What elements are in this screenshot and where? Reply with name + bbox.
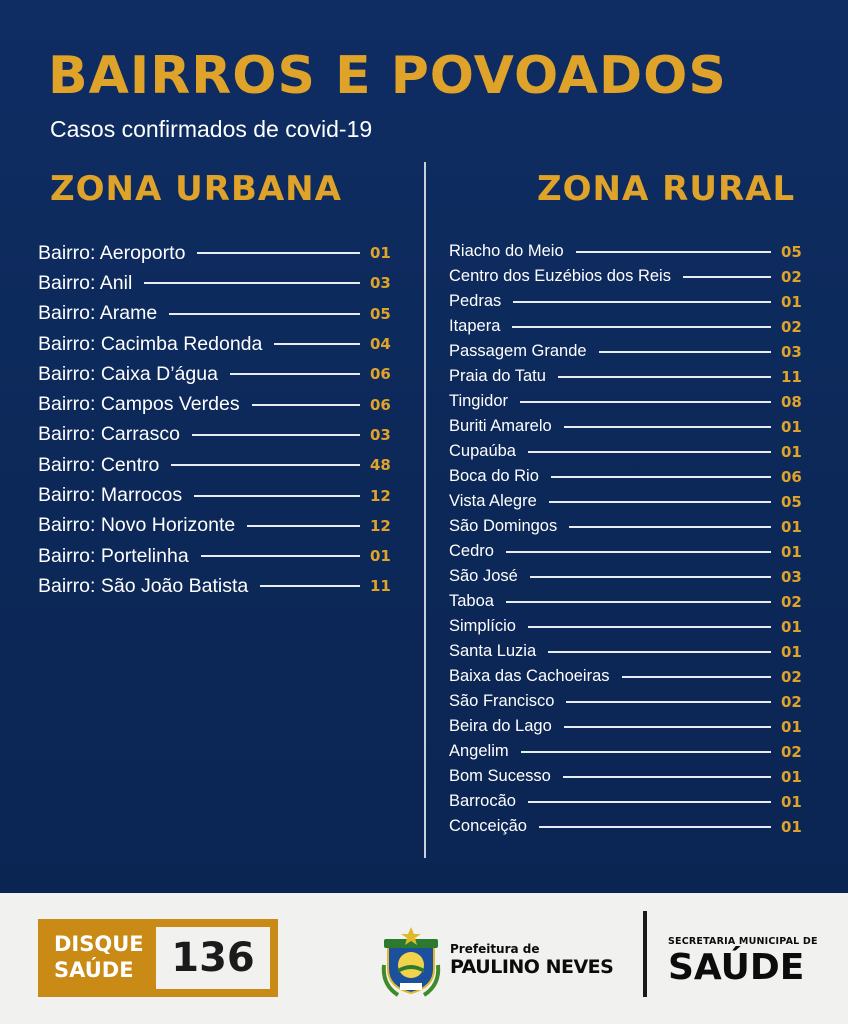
list-item <box>449 339 811 364</box>
item-count: 02 <box>781 592 802 611</box>
leader-line <box>194 495 360 497</box>
item-count: 03 <box>781 342 802 361</box>
prefeitura-name: PAULINO NEVES <box>450 956 614 978</box>
column-divider <box>424 162 426 858</box>
leader-line <box>622 676 771 678</box>
secretaria-label: SECRETARIA MUNICIPAL DE <box>668 936 818 947</box>
item-count: 01 <box>781 517 802 536</box>
item-count: 06 <box>370 365 391 384</box>
leader-line <box>564 426 771 428</box>
list-item <box>38 359 400 389</box>
leader-line <box>530 576 771 578</box>
item-name: Conceição <box>449 817 527 835</box>
item-name: Bom Sucesso <box>449 767 551 785</box>
item-name: Barrocão <box>449 792 516 810</box>
footer-divider <box>643 911 647 997</box>
item-name: Bairro: Novo Horizonte <box>38 514 236 537</box>
list-item <box>38 268 400 298</box>
list-item <box>38 389 400 419</box>
list-item <box>449 289 811 314</box>
leader-line <box>506 601 771 603</box>
item-count: 02 <box>781 317 802 336</box>
page-title: BAIRROS E POVOADOS <box>48 46 727 106</box>
item-count: 05 <box>781 492 802 511</box>
item-name: Vista Alegre <box>449 492 537 510</box>
item-name: Bairro: São João Batista <box>38 574 249 597</box>
page-subtitle: Casos confirmados de covid-19 <box>50 116 373 142</box>
leader-line <box>528 451 771 453</box>
item-count: 11 <box>370 577 391 596</box>
leader-line <box>564 726 771 728</box>
list-item <box>38 450 400 480</box>
item-name: São Francisco <box>449 692 555 710</box>
leader-line <box>169 313 360 315</box>
item-count: 08 <box>781 392 802 411</box>
item-count: 12 <box>370 486 391 505</box>
list-item <box>449 439 811 464</box>
leader-line <box>569 526 771 528</box>
leader-line <box>528 801 771 803</box>
item-count: 01 <box>781 767 802 786</box>
item-count: 01 <box>781 542 802 561</box>
item-count: 02 <box>781 742 802 761</box>
list-item <box>449 689 811 714</box>
zona-urbana-list <box>38 238 400 602</box>
item-count: 01 <box>781 292 802 311</box>
item-count: 01 <box>781 717 802 736</box>
secretaria-name: SAÚDE <box>668 947 805 988</box>
item-count: 06 <box>370 395 391 414</box>
list-item <box>449 564 811 589</box>
zona-rural-title: ZONA RURAL <box>537 169 796 209</box>
secretaria-logo <box>668 936 818 988</box>
leader-line <box>520 401 771 403</box>
list-item <box>449 589 811 614</box>
item-name: Cedro <box>449 542 494 560</box>
item-name: Cupaúba <box>449 442 516 460</box>
leader-line <box>539 826 771 828</box>
list-item <box>449 664 811 689</box>
list-item <box>449 364 811 389</box>
leader-line <box>576 251 771 253</box>
leader-line <box>201 555 360 557</box>
item-count: 02 <box>781 267 802 286</box>
item-name: Bairro: Arame <box>38 302 158 325</box>
list-item <box>449 764 811 789</box>
leader-line <box>252 404 360 406</box>
disque-number-box <box>156 927 270 989</box>
item-count: 01 <box>781 617 802 636</box>
list-item <box>38 480 400 510</box>
item-count: 01 <box>781 642 802 661</box>
leader-line <box>197 252 360 254</box>
list-item <box>38 571 400 601</box>
prefeitura-logo <box>450 942 613 978</box>
item-count: 12 <box>370 516 391 535</box>
leader-line <box>513 301 771 303</box>
item-count: 01 <box>370 244 391 263</box>
leader-line <box>171 464 360 466</box>
item-count: 03 <box>781 567 802 586</box>
item-count: 03 <box>370 425 391 444</box>
leader-line <box>512 326 771 328</box>
item-name: Baixa das Cachoeiras <box>449 667 610 685</box>
leader-line <box>192 434 360 436</box>
item-name: Bairro: Anil <box>38 271 133 294</box>
item-count: 01 <box>781 792 802 811</box>
item-count: 05 <box>781 242 802 261</box>
list-item <box>449 739 811 764</box>
list-item <box>449 389 811 414</box>
list-item <box>449 264 811 289</box>
leader-line <box>563 776 771 778</box>
list-item <box>38 541 400 571</box>
item-name: Bairro: Caixa D’água <box>38 362 218 385</box>
list-item <box>449 414 811 439</box>
item-name: Bairro: Campos Verdes <box>38 393 240 416</box>
item-name: Taboa <box>449 592 494 610</box>
item-count: 02 <box>781 692 802 711</box>
item-count: 01 <box>781 817 802 836</box>
leader-line <box>566 701 771 703</box>
leader-line <box>599 351 771 353</box>
leader-line <box>549 501 771 503</box>
item-count: 11 <box>781 367 802 386</box>
list-item <box>449 539 811 564</box>
leader-line <box>521 751 771 753</box>
list-item <box>449 314 811 339</box>
item-name: Bairro: Marrocos <box>38 484 183 507</box>
list-item <box>449 814 811 839</box>
item-name: Bairro: Cacimba Redonda <box>38 332 263 355</box>
item-name: São Domingos <box>449 517 558 535</box>
list-item <box>38 299 400 329</box>
leader-line <box>683 276 771 278</box>
leader-line <box>274 343 360 345</box>
leader-line <box>230 373 360 375</box>
item-count: 03 <box>370 274 391 293</box>
item-name: Centro dos Euzébios dos Reis <box>449 267 671 285</box>
zona-rural-list <box>449 239 811 839</box>
disque-saude-label <box>54 931 144 983</box>
list-item <box>38 329 400 359</box>
leader-line <box>144 282 360 284</box>
item-name: Bairro: Carrasco <box>38 423 180 446</box>
list-item <box>38 238 400 268</box>
item-count: 01 <box>370 547 391 566</box>
item-name: Angelim <box>449 742 509 760</box>
disque-line-2: SAÚDE <box>54 958 134 982</box>
item-name: Buriti Amarelo <box>449 417 552 435</box>
leader-line <box>551 476 771 478</box>
leader-line <box>260 585 360 587</box>
item-name: Beira do Lago <box>449 717 552 735</box>
leader-line <box>548 651 771 653</box>
list-item <box>449 239 811 264</box>
item-name: Passagem Grande <box>449 342 587 360</box>
leader-line <box>528 626 771 628</box>
list-item <box>449 614 811 639</box>
item-count: 02 <box>781 667 802 686</box>
item-count: 05 <box>370 304 391 323</box>
item-count: 48 <box>370 456 391 475</box>
disque-saude-badge <box>38 919 278 997</box>
leader-line <box>506 551 771 553</box>
item-name: Riacho do Meio <box>449 242 564 260</box>
disque-line-1: DISQUE <box>54 932 144 956</box>
list-item <box>449 514 811 539</box>
list-item <box>449 489 811 514</box>
item-count: 01 <box>781 417 802 436</box>
item-name: Bairro: Aeroporto <box>38 241 186 264</box>
leader-line <box>247 525 360 527</box>
item-name: Tingidor <box>449 392 508 410</box>
item-name: São José <box>449 567 518 585</box>
list-item <box>38 420 400 450</box>
zona-urbana-title: ZONA URBANA <box>50 169 342 209</box>
list-item <box>449 789 811 814</box>
paulino-neves-seal-icon <box>378 925 444 999</box>
prefeitura-label: Prefeitura de <box>450 942 540 956</box>
item-name: Itapera <box>449 317 501 335</box>
item-name: Bairro: Portelinha <box>38 544 189 567</box>
item-name: Praia do Tatu <box>449 367 546 385</box>
item-name: Pedras <box>449 292 502 310</box>
list-item <box>449 464 811 489</box>
list-item <box>449 639 811 664</box>
list-item <box>449 714 811 739</box>
item-name: Simplício <box>449 617 516 635</box>
item-count: 01 <box>781 442 802 461</box>
item-count: 04 <box>370 335 391 354</box>
item-name: Santa Luzia <box>449 642 537 660</box>
item-count: 06 <box>781 467 802 486</box>
leader-line <box>558 376 771 378</box>
item-name: Boca do Rio <box>449 467 539 485</box>
disque-number: 136 <box>171 935 255 981</box>
item-name: Bairro: Centro <box>38 453 160 476</box>
list-item <box>38 511 400 541</box>
